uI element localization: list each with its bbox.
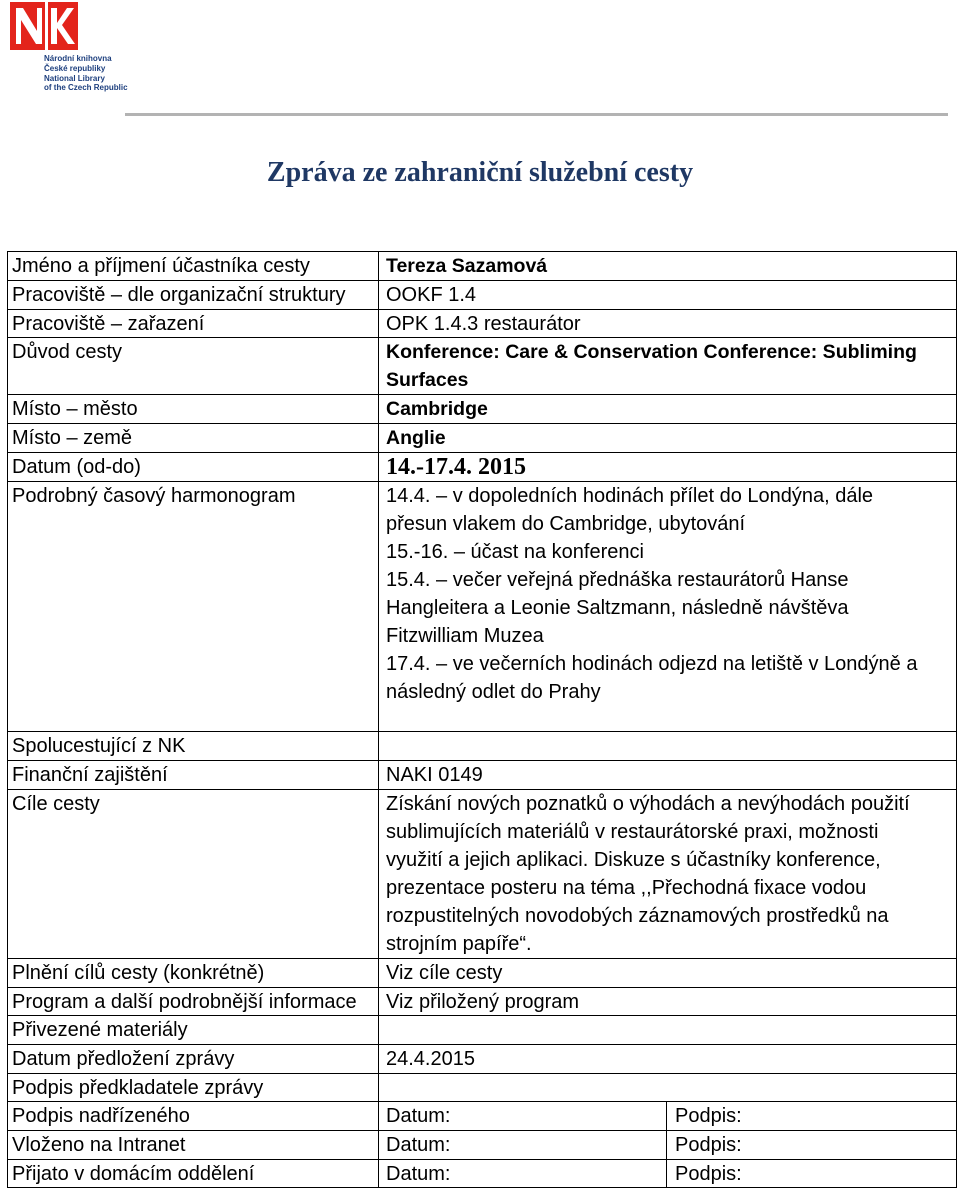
funding-value: NAKI 0149 (379, 761, 957, 789)
goals-label: Cíle cesty (8, 790, 379, 958)
schedule-line: 15.4. – večer veřejná přednáška restaurátorů Hanse (386, 569, 849, 591)
approval-date-label: Datum: (379, 1160, 667, 1187)
header-divider (125, 113, 948, 116)
department-position-value: OPK 1.4.3 restaurátor (379, 310, 957, 337)
table-row (8, 1045, 957, 1074)
table-row (8, 1016, 957, 1045)
table-row (8, 424, 957, 453)
city-value: Cambridge (379, 395, 957, 423)
approval-label: Podpis nadřízeného (8, 1102, 379, 1130)
nk-logo-icon (10, 2, 78, 50)
schedule-line: 14.4. – v dopoledních hodinách přílet do Londýna, dále (386, 485, 874, 507)
schedule-line: Hangleitera a Leonie Saltzmann, následně návštěva (386, 597, 849, 619)
submitter-signature-label: Podpis předkladatele zprávy (8, 1074, 379, 1101)
participant-value: Tereza Sazamová (379, 252, 957, 280)
schedule-line: Fitzwilliam Muzea (386, 625, 544, 647)
dates-value: 14.-17.4. 2015 (379, 453, 957, 481)
table-row (8, 482, 957, 732)
approval-signature-label: Podpis: (667, 1131, 957, 1159)
materials-label: Přivezené materiály (8, 1016, 379, 1044)
table-row (8, 1102, 957, 1131)
program-label: Program a další podrobnější informace (8, 988, 379, 1015)
city-label: Místo – město (8, 395, 379, 423)
country-label: Místo – země (8, 424, 379, 452)
goals-line: prezentace posteru na téma ,,Přechodná fixace vodou (386, 877, 867, 899)
goals-line: sublimujících materiálů v restaurátorské praxi, možnosti (386, 821, 879, 843)
submitter-signature-value (379, 1074, 957, 1101)
approval-signature-label: Podpis: (667, 1102, 957, 1130)
table-row (8, 1160, 957, 1188)
table-row (8, 988, 957, 1016)
schedule-line: následný odlet do Prahy (386, 681, 601, 703)
approval-label: Vloženo na Intranet (8, 1131, 379, 1159)
goals-line: rozpustitelných novodobých záznamových prostředků na (386, 905, 889, 927)
report-table (7, 251, 957, 1188)
goals-line: Získání nových poznatků o výhodách a nevýhodách použití (386, 793, 910, 815)
submission-date-value: 24.4.2015 (379, 1045, 957, 1073)
purpose-line: Surfaces (386, 369, 469, 391)
purpose-line: Konference: Care & Conservation Conference: Subliming (386, 341, 917, 363)
schedule-line: 15.-16. – účast na konferenci (386, 541, 644, 563)
purpose-label: Důvod cesty (8, 338, 379, 394)
department-structure-value: OOKF 1.4 (379, 281, 957, 309)
approval-date-label: Datum: (379, 1102, 667, 1130)
dates-label: Datum (od-do) (8, 453, 379, 481)
schedule-line: 17.4. – ve večerních hodinách odjezd na letiště v Londýně a (386, 653, 918, 675)
funding-label: Finanční zajištění (8, 761, 379, 789)
table-row (8, 790, 957, 959)
goals-line: využití a jejich aplikaci. Diskuze s účastníky konference, (386, 849, 881, 871)
goals-value (379, 790, 957, 958)
table-row (8, 252, 957, 281)
materials-value (379, 1016, 957, 1044)
companions-value (379, 732, 957, 760)
table-row (8, 310, 957, 338)
purpose-value (379, 338, 957, 394)
schedule-value (379, 482, 957, 731)
page-title: Zpráva ze zahraniční služební cesty (266, 157, 694, 188)
program-value: Viz přiložený program (379, 988, 957, 1015)
schedule-label: Podrobný časový harmonogram (8, 482, 379, 731)
department-structure-label: Pracoviště – dle organizační struktury (8, 281, 379, 309)
logo-line: of the Czech Republic (44, 83, 128, 93)
companions-label: Spolucestující z NK (8, 732, 379, 760)
submission-date-label: Datum předložení zprávy (8, 1045, 379, 1073)
table-row (8, 395, 957, 424)
logo-line: České republiky (44, 63, 106, 73)
goals-fulfilment-label: Plnění cílů cesty (konkrétně) (8, 959, 379, 987)
approval-date-label: Datum: (379, 1131, 667, 1159)
table-row (8, 732, 957, 761)
table-row (8, 338, 957, 395)
logo-line: National Library (44, 73, 105, 83)
schedule-line: přesun vlakem do Cambridge, ubytování (386, 513, 746, 535)
goals-line: strojním papíře“. (386, 933, 532, 955)
table-row (8, 959, 957, 988)
department-position-label: Pracoviště – zařazení (8, 310, 379, 337)
approval-signature-label: Podpis: (667, 1160, 957, 1187)
approval-label: Přijato v domácím oddělení (8, 1160, 379, 1187)
logo-line: Národní knihovna (44, 54, 112, 63)
goals-fulfilment-value: Viz cíle cesty (379, 959, 957, 987)
logo-wordmark (44, 54, 128, 93)
table-row (8, 281, 957, 310)
participant-label: Jméno a příjmení účastníka cesty (8, 252, 379, 280)
table-row (8, 1074, 957, 1102)
country-value: Anglie (379, 424, 957, 452)
table-row (8, 761, 957, 790)
table-row (8, 453, 957, 482)
table-row (8, 1131, 957, 1160)
